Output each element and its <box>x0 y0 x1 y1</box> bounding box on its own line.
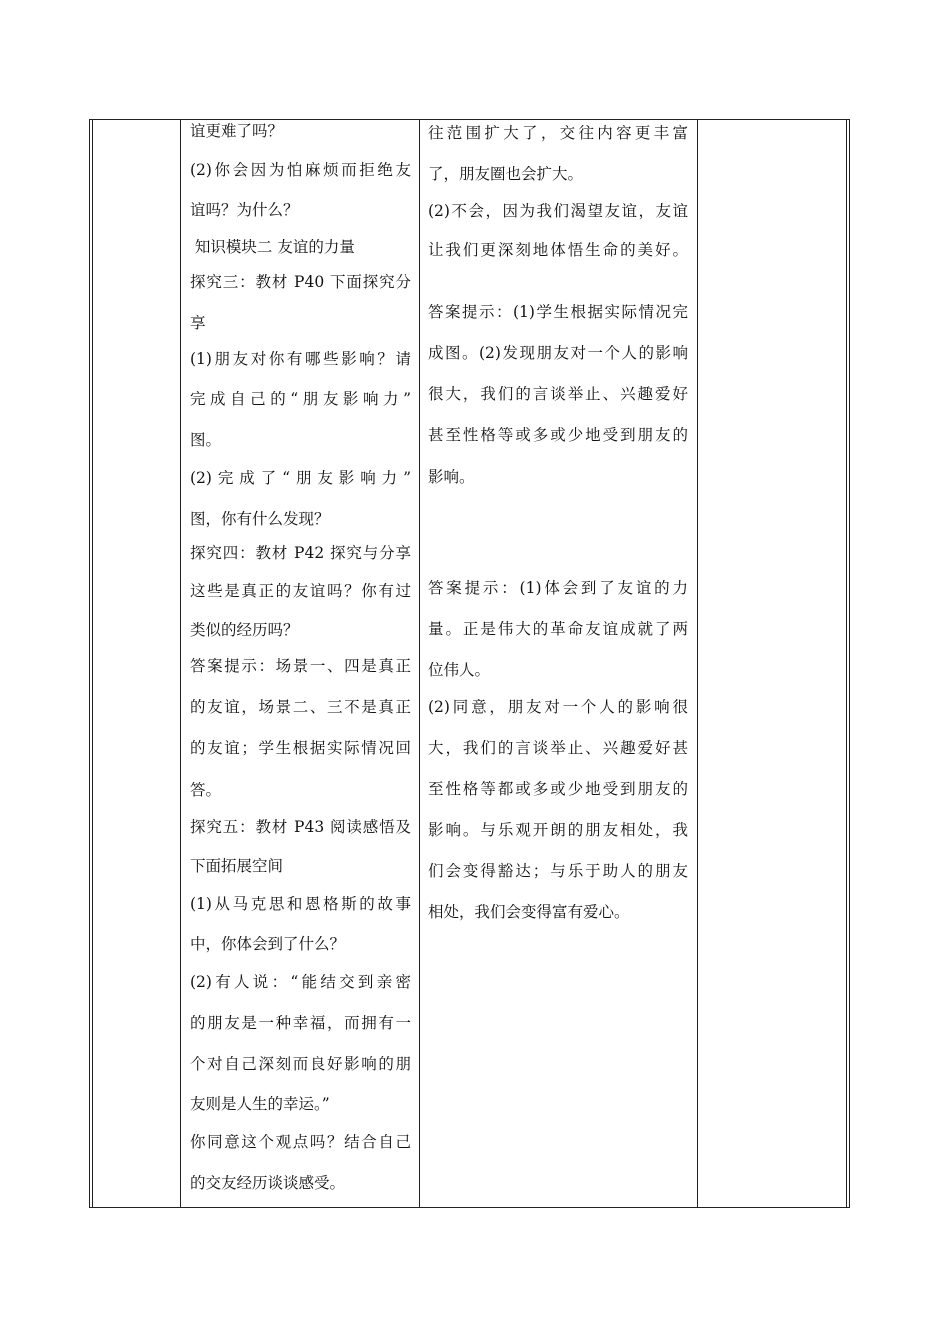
col3-line: 甚至性格等或多或少地受到朋友的 <box>428 426 688 444</box>
col2-line: (2)有人说：“能结交到亲密 <box>190 973 411 991</box>
col3-line: 相处，我们会变得富有爱心。 <box>428 903 630 921</box>
col2-line: 享 <box>190 314 206 332</box>
col2-line: 图，你有什么发现？ <box>190 510 330 528</box>
col2-line: 的朋友是一种幸福，而拥有一 <box>190 1014 411 1032</box>
col2-line: 探究五：教材 P43 阅读感悟及 <box>190 818 411 836</box>
col3-line: 往范围扩大了，交往内容更丰富 <box>428 124 688 142</box>
col3-line: 位伟人。 <box>428 661 491 679</box>
col2-line: (1)从马克思和恩格斯的故事 <box>190 895 411 913</box>
col2-line: 答案提示：场景一、四是真正 <box>190 657 411 675</box>
col2-line: 的友谊，场景二、三不是真正 <box>190 698 411 716</box>
col2-line: 这些是真正的友谊吗？你有过 <box>190 582 411 600</box>
table-left-double-border <box>89 119 93 1208</box>
col2-line: 友则是人生的幸运。” <box>190 1095 330 1113</box>
column-divider-1 <box>180 119 181 1208</box>
col2-line: 探究四：教材 P42 探究与分享 <box>190 544 411 562</box>
col3-line: (2)同意，朋友对一个人的影响很 <box>428 698 688 716</box>
col3-line: 很大，我们的言谈举止、兴趣爱好 <box>428 385 688 403</box>
col2-line: 个对自己深刻而良好影响的朋 <box>190 1055 411 1073</box>
col2-line: 的交友经历谈谈感受。 <box>190 1174 346 1192</box>
col3-line: 答案提示：(1)学生根据实际情况完 <box>428 303 688 321</box>
col3-line: 量。正是伟大的革命友谊成就了两 <box>428 620 688 638</box>
col3-line: 影响。 <box>428 468 475 486</box>
col2-line: (1)朋友对你有哪些影响？请 <box>190 350 411 368</box>
col2-line: 谊吗？为什么？ <box>190 201 299 219</box>
col3-line: 答案提示：(1)体会到了友谊的力 <box>428 579 688 597</box>
col2-line: 探究三：教材 P40 下面探究分 <box>190 273 411 291</box>
col2-line: (2)你会因为怕麻烦而拒绝友 <box>190 161 411 179</box>
col3-line: 成图。(2)发现朋友对一个人的影响 <box>428 344 688 362</box>
column-divider-3 <box>697 119 698 1208</box>
col2-line: 图。 <box>190 431 222 449</box>
col2-line: 谊更难了吗？ <box>190 122 284 140</box>
col3-line: 影响。与乐观开朗的朋友相处，我 <box>428 821 688 839</box>
col3-line: 了，朋友圈也会扩大。 <box>428 165 584 183</box>
col3-line: 让我们更深刻地体悟生命的美好。 <box>428 241 688 259</box>
col2-line: 下面拓展空间 <box>190 857 284 875</box>
col2-line: (2)完成了“朋友影响力” <box>190 469 411 487</box>
table-right-double-border <box>846 119 850 1208</box>
col2-line: 答。 <box>190 781 222 799</box>
col3-line: 至性格等都或多或少地受到朋友的 <box>428 780 688 798</box>
col2-line: 知识模块二 友谊的力量 <box>190 238 355 256</box>
column-divider-2 <box>419 119 420 1208</box>
col2-line: 你同意这个观点吗？结合自己 <box>190 1133 411 1151</box>
col3-line: (2)不会，因为我们渴望友谊，友谊 <box>428 202 688 220</box>
col2-line: 中，你体会到了什么？ <box>190 935 346 953</box>
col3-line: 们会变得豁达；与乐于助人的朋友 <box>428 862 688 880</box>
col2-line: 类似的经历吗？ <box>190 621 299 639</box>
col2-line: 完成自己的“朋友影响力” <box>190 390 411 408</box>
col2-line: 的友谊；学生根据实际情况回 <box>190 739 411 757</box>
col3-line: 大，我们的言谈举止、兴趣爱好甚 <box>428 739 688 757</box>
